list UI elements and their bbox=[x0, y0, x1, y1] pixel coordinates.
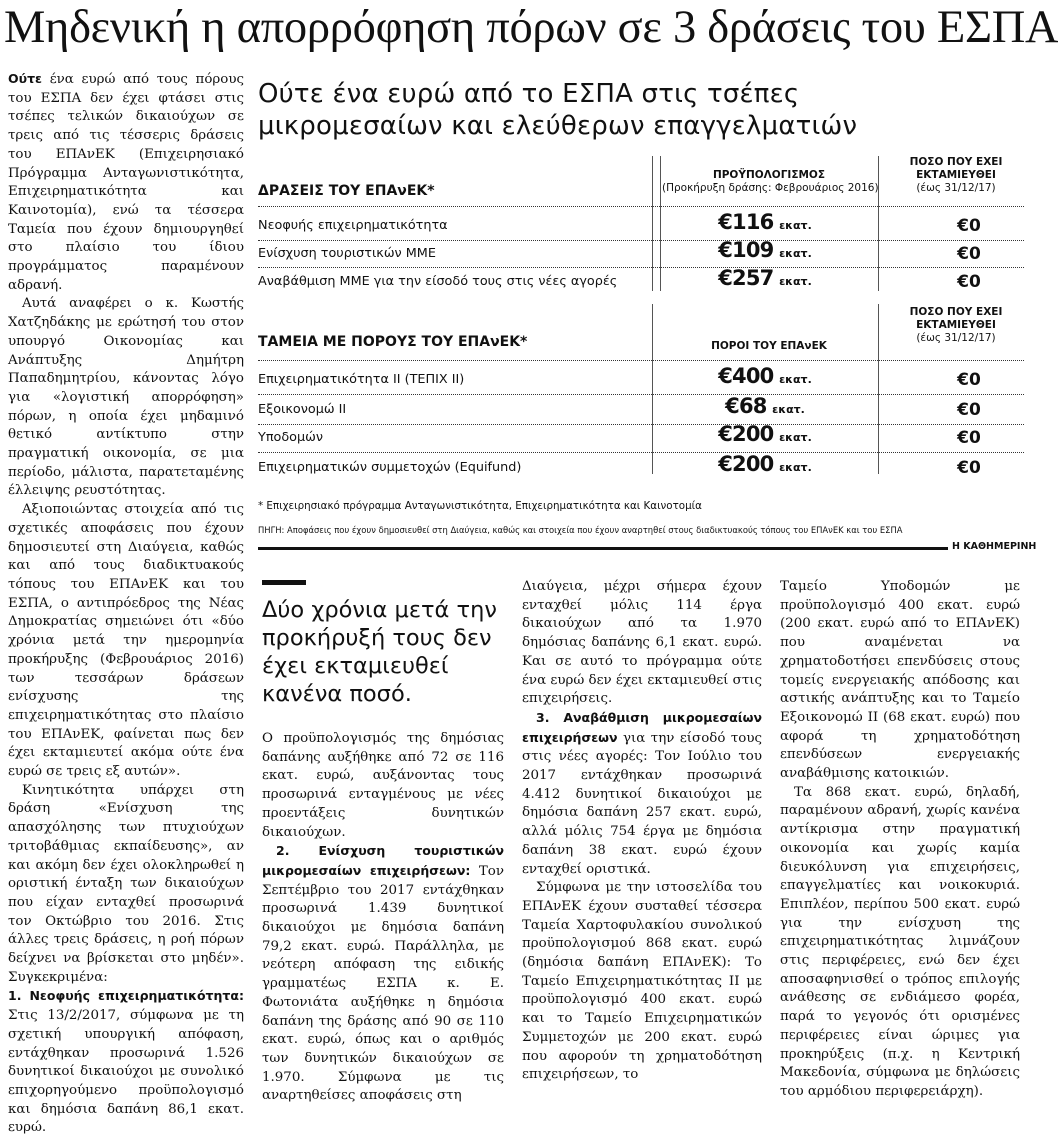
column-divider bbox=[652, 304, 653, 474]
article-left-column bbox=[8, 70, 244, 1136]
header-text: ΠΟΣΟ ΠΟΥ ΕΧΕΙ bbox=[909, 306, 1003, 318]
spent-value: €0 bbox=[957, 428, 981, 448]
row-separator bbox=[258, 360, 1024, 361]
article-paragraph: Διαύγεια, μέχρι σήμερα έχουν ενταχθεί μόλις 114 έργα δικαιούχων από τα 1.970 δημόσιας δαπάνης 6,1 εκατ. ευρώ. Και σε αυτό το πρόγραμμα ούτε ένα ευρώ δεν έχει εκταμιευθεί στις επιχειρήσεις. bbox=[522, 579, 762, 707]
unit: εκατ. bbox=[779, 247, 812, 260]
unit: εκατ. bbox=[779, 219, 812, 232]
article-column bbox=[780, 578, 1020, 1099]
spent-column-header bbox=[888, 306, 1024, 345]
article-paragraph: Τα 868 εκατ. ευρώ, δηλαδή, παραμένουν αδρανή, χωρίς κανένα αντίκρισμα στην πραγματική οικονομία και χωρίς καμία διευκόλυνση για επιχειρήσεις, επαγγελματίες και νοικοκυριά. Επιπλέον, περίπου 500 εκατ. ευρώ για την ενίσχυση της επιχειρηματικότητας λιμνάζουν στις περιφέρειες, ενώ δεν έχει αποσαφηνισθεί ο τρόπος επιλογής ανάθεσης σε ενδιάμεσο φορέα, παρά το γεγονός ότι ορισμένες περιφέρειες είναι ώριμες για προκηρύξεις (π.χ. η Κεντρική Μακεδονία, σύμφωνα με δηλώσεις του αρμόδιου περιφερειάρχη). bbox=[780, 784, 1020, 1099]
header-text: ΕΚΤΑΜΙΕΥΘΕΙ bbox=[916, 169, 996, 181]
budget-value bbox=[700, 238, 830, 262]
column-divider bbox=[878, 304, 879, 474]
article-paragraph: Αξιοποιώντας στοιχεία από τις σχετικές αποφάσεις που έχουν δημοσιευτεί στη Διαύγεια, καθώς και από τους διαδικτυακούς τόπους του ΕΠΑνΕΚ και του ΕΣΠΑ, ο αντιπρόεδρος της Νέας Δημοκρατίας σημειώνει ότι «δύο χρόνια μετά την ημερομηνία προκήρυξης (Φεβρουάριος 2016) των τεσσάρων δράσεων ενίσχυσης της επιχειρηματικότητας στο πλαίσιο του ΕΠΑνΕΚ, φαίνεται πως δεν έχει εκταμιευτεί ακόμα ούτε ένα ευρώ σε τρεις εξ αυτών». bbox=[8, 502, 244, 780]
header-text: ΠΡΟΫΠΟΛΟΓΙΣΜΟΣ bbox=[712, 169, 826, 181]
article-paragraph: Αυτά αναφέρει ο κ. Κωστής Χατζηδάκης με ερώτησή του στον υπουργό Οικονομίας και Ανάπτυξης Δημήτρη Παπαδημητρίου, κάνοντας λόγο για «λογιστική απορρόφηση» πόρων, η οποία έχει μηδαμινό θετικό αντίκτυπο στην πραγματική οικονομία, σε μια περίοδο, μάλιστα, παρατεταμένης έλλειψης ρευστότητας. bbox=[8, 296, 244, 499]
budget-value bbox=[700, 266, 830, 290]
headline-accent-bar bbox=[262, 580, 306, 585]
column-divider bbox=[878, 156, 879, 291]
infographic-title bbox=[258, 78, 1024, 142]
spent-value: €0 bbox=[957, 272, 981, 292]
page-headline: Μηδενική η απορρόφηση πόρων σε 3 δράσεις του ΕΣΠΑ bbox=[4, 2, 1058, 53]
article-paragraph: Σύμφωνα με την ιστοσελίδα του ΕΠΑνΕΚ έχουν συσταθεί τέσσερα Ταμεία Χαρτοφυλακίου συνολικού προϋπολογισμού 868 εκατ. ευρώ (δημόσια δαπάνη ΕΠΑνΕΚ): Το Ταμείο Επιχειρηματικότητας ΙΙ με προϋπολογισμό 400 εκατ. ευρώ και το Ταμείο Επιχειρηματικών Συμμετοχών με 200 εκατ. ευρώ που αφορούν τη χρηματοδότηση επιχειρήσεων, το bbox=[522, 880, 762, 1083]
budget-column-header: ΠΟΡΟΙ ΤΟΥ ΕΠΑνΕΚ bbox=[711, 340, 827, 352]
title-line: μικρομεσαίων και ελεύθερων επαγγελματιών bbox=[258, 111, 858, 141]
table-row-label: Ενίσχυση τουριστικών ΜΜΕ bbox=[258, 246, 436, 261]
paragraph-text: Στις 13/2/2017, σύμφωνα με τη σχετική υπουργική απόφαση, εντάχθηκαν προσωρινά 1.526 δυνητικοί δικαιούχοι με συνολικό επιχορηγούμενο προϋπολογισμό και δημόσια δαπάνη 86,1 εκατ. ευρώ. bbox=[8, 1008, 244, 1136]
amount: €116 bbox=[718, 210, 774, 234]
newspaper-credit: Η ΚΑΘΗΜΕΡΙΝΗ bbox=[952, 541, 1037, 552]
column-divider bbox=[652, 156, 653, 291]
spent-value: €0 bbox=[957, 400, 981, 420]
row-separator bbox=[258, 206, 1024, 207]
table-row-label: Επιχειρηματικότητα ΙΙ (ΤΕΠΙΧ ΙΙ) bbox=[258, 372, 465, 387]
spent-column-header bbox=[888, 156, 1024, 195]
amount: €200 bbox=[718, 452, 774, 476]
unit: εκατ. bbox=[779, 275, 812, 288]
spent-value: €0 bbox=[957, 370, 981, 390]
budget-value bbox=[700, 422, 830, 446]
spent-value: €0 bbox=[957, 458, 981, 478]
credit-rule bbox=[258, 547, 948, 550]
table-row-label: Εξοικονομώ ΙΙ bbox=[258, 402, 347, 417]
section-heading: ΔΡΑΣΕΙΣ ΤΟΥ ΕΠΑνΕΚ* bbox=[258, 183, 435, 199]
unit: εκατ. bbox=[772, 403, 805, 416]
budget-value bbox=[700, 452, 830, 476]
table-row-label: Επιχειρηματικών συμμετοχών (Equifund) bbox=[258, 460, 522, 475]
article-paragraph bbox=[262, 842, 504, 1106]
subhead-lead: 3. Αναβάθμιση μικρομεσαίων επιχειρήσεων bbox=[522, 709, 762, 745]
article-paragraph bbox=[8, 987, 244, 1138]
amount: €200 bbox=[718, 422, 774, 446]
row-separator bbox=[258, 452, 1024, 453]
footnote: * Επιχειρησιακό πρόγραμμα Ανταγωνιστικότητα, Επιχειρηματικότητα και Καινοτομία bbox=[258, 500, 702, 512]
table-row-label: Νεοφυής επιχειρηματικότητα bbox=[258, 218, 448, 233]
unit: εκατ. bbox=[779, 431, 812, 444]
unit: εκατ. bbox=[779, 373, 812, 386]
article-paragraph: Κινητικότητα υπάρχει στη δράση «Ενίσχυση της απασχόλησης των πτυχιούχων τριτοβάθμιας εκπαίδευσης», αν και ακόμη δεν έχει ολοκληρωθεί η οριστική ένταξη των δικαιούχων που είχαν ενταχθεί προσωρινά τον Οκτώβριο του 2016. Στις άλλες τρεις δράσεις, η ροή πόρων δείχνει να βρίσκεται στο μηδέν». Συγκεκριμένα: bbox=[8, 782, 244, 985]
article-paragraph: Ταμείο Υποδομών με προϋπολογισμό 400 εκατ. ευρώ (200 εκατ. ευρώ από το ΕΠΑνΕΚ) που αναμένεται να χρηματοδοτήσει επενδύσεις στους τομείς ενεργειακής απόδοσης και αστικής ανάπτυξης και το Ταμείο Εξοικονομώ ΙΙ (68 εκατ. ευρώ) που αφορά τη χρηματοδότηση επενδύσεων ενεργειακής αναβάθμισης κατοικιών. bbox=[780, 579, 1020, 782]
header-subtext: (Προκήρυξη δράσης: Φεβρουάριος 2016) bbox=[662, 182, 879, 194]
budget-column-header bbox=[662, 169, 879, 195]
header-subtext: (έως 31/12/17) bbox=[916, 332, 996, 344]
budget-value bbox=[700, 364, 830, 388]
paragraph-text: για την είσοδό τους στις νέες αγορές: Τον Ιούλιο του 2017 εντάχθηκαν προσωρινά 4.412 δυνητικοί δικαιούχοι με δημόσια δαπάνη 257 εκατ. ευρώ, αλλά μόλις 754 έργα με δημόσια δαπάνη 38 εκατ. ευρώ έχουν ενταχθεί οριστικά. bbox=[522, 730, 762, 877]
article-paragraph bbox=[8, 70, 244, 295]
amount: €400 bbox=[718, 364, 774, 388]
row-separator bbox=[258, 240, 1024, 241]
amount: €109 bbox=[718, 238, 774, 262]
section-heading: ΤΑΜΕΙΑ ΜΕ ΠΟΡΟΥΣ ΤΟΥ ΕΠΑνΕΚ* bbox=[258, 334, 528, 350]
budget-value bbox=[700, 394, 830, 418]
column-divider bbox=[660, 156, 661, 291]
table-row-label: Αναβάθμιση ΜΜΕ για την είσοδό τους στις νέες αγορές bbox=[258, 274, 618, 289]
article-paragraph bbox=[522, 709, 762, 879]
article-column bbox=[522, 578, 762, 1086]
paragraph-text: ένα ευρώ από τους πόρους του ΕΣΠΑ δεν έχει φτάσει στις τσέπες τελικών δικαιούχων σε τρεις από τις τέσσερις δράσεις του ΕΠΑνΕΚ (Επιχειρησιακό Πρόγραμμα Ανταγωνιστικότητα, Επιχειρηματικότητα και Καινοτομία), ενώ τα τέσσερα Ταμεία που έχουν δημιουργηθεί στο πλαίσιο του ίδιου προγράμματος παραμένουν αδρανή. bbox=[8, 72, 244, 293]
table-row-label: Υποδομών bbox=[258, 430, 324, 445]
title-line: Ούτε ένα ευρώ από το ΕΣΠΑ στις τσέπες bbox=[258, 79, 800, 109]
amount: €257 bbox=[718, 266, 774, 290]
subhead-lead: 1. Νεοφυής επιχειρηματικότητα: bbox=[8, 988, 244, 1004]
article-paragraph: Ο προϋπολογισμός της δημόσιας δαπάνης αυξήθηκε από 72 σε 116 εκατ. ευρώ, αυξάνοντας τους προσωρινά ενταγμένους με νέες προεντάξεις δυνητικών δικαιούχων. bbox=[262, 731, 504, 840]
header-subtext: (έως 31/12/17) bbox=[916, 182, 996, 194]
spent-value: €0 bbox=[957, 216, 981, 236]
secondary-headline: Δύο χρόνια μετά την προκήρυξή τους δεν έχει εκταμιευθεί κανένα ποσό. bbox=[262, 597, 497, 707]
spent-value: €0 bbox=[957, 244, 981, 264]
row-separator bbox=[258, 424, 1024, 425]
header-text: ΕΚΤΑΜΙΕΥΘΕΙ bbox=[916, 319, 996, 331]
infographic-table bbox=[258, 70, 1037, 570]
article-column bbox=[262, 730, 505, 1104]
source-note: ΠΗΓΗ: Αποφάσεις που έχουν δημοσιευθεί στη Διαύγεια, καθώς και στοιχεία που έχουν αναρτηθεί στους διαδικτυακούς τόπους του ΕΠΑνΕΚ και του ΕΣΠΑ bbox=[258, 525, 903, 535]
subhead-lead: 2. Ενίσχυση τουριστικών μικρομεσαίων επιχειρήσεων: bbox=[262, 843, 504, 878]
amount: €68 bbox=[725, 394, 767, 418]
header-text: ΠΟΣΟ ΠΟΥ ΕΧΕΙ bbox=[909, 156, 1003, 168]
unit: εκατ. bbox=[779, 461, 812, 474]
row-separator bbox=[258, 394, 1024, 395]
lead-word: Ούτε bbox=[8, 71, 43, 86]
row-separator bbox=[258, 267, 1024, 268]
paragraph-text: Τον Σεπτέμβριο του 2017 εντάχθηκαν προσωρινά 1.439 δυνητικοί δικαιούχοι με δημόσια δαπάνη 79,2 εκατ. ευρώ. Παράλληλα, με νεότερη απόφαση της ειδικής γραμματέως ΕΣΠΑ κ. Ε. Φωτονιάτα αυξήθηκε η δημόσια δαπάνη της δράσης από 90 σε 110 εκατ. ευρώ, όπως και ο αριθμός των δυνητικών δικαιούχων σε 1.970. Σύμφωνα με τις αναρτηθείσες αποφάσεις στη bbox=[262, 863, 505, 1104]
budget-value bbox=[700, 210, 830, 234]
